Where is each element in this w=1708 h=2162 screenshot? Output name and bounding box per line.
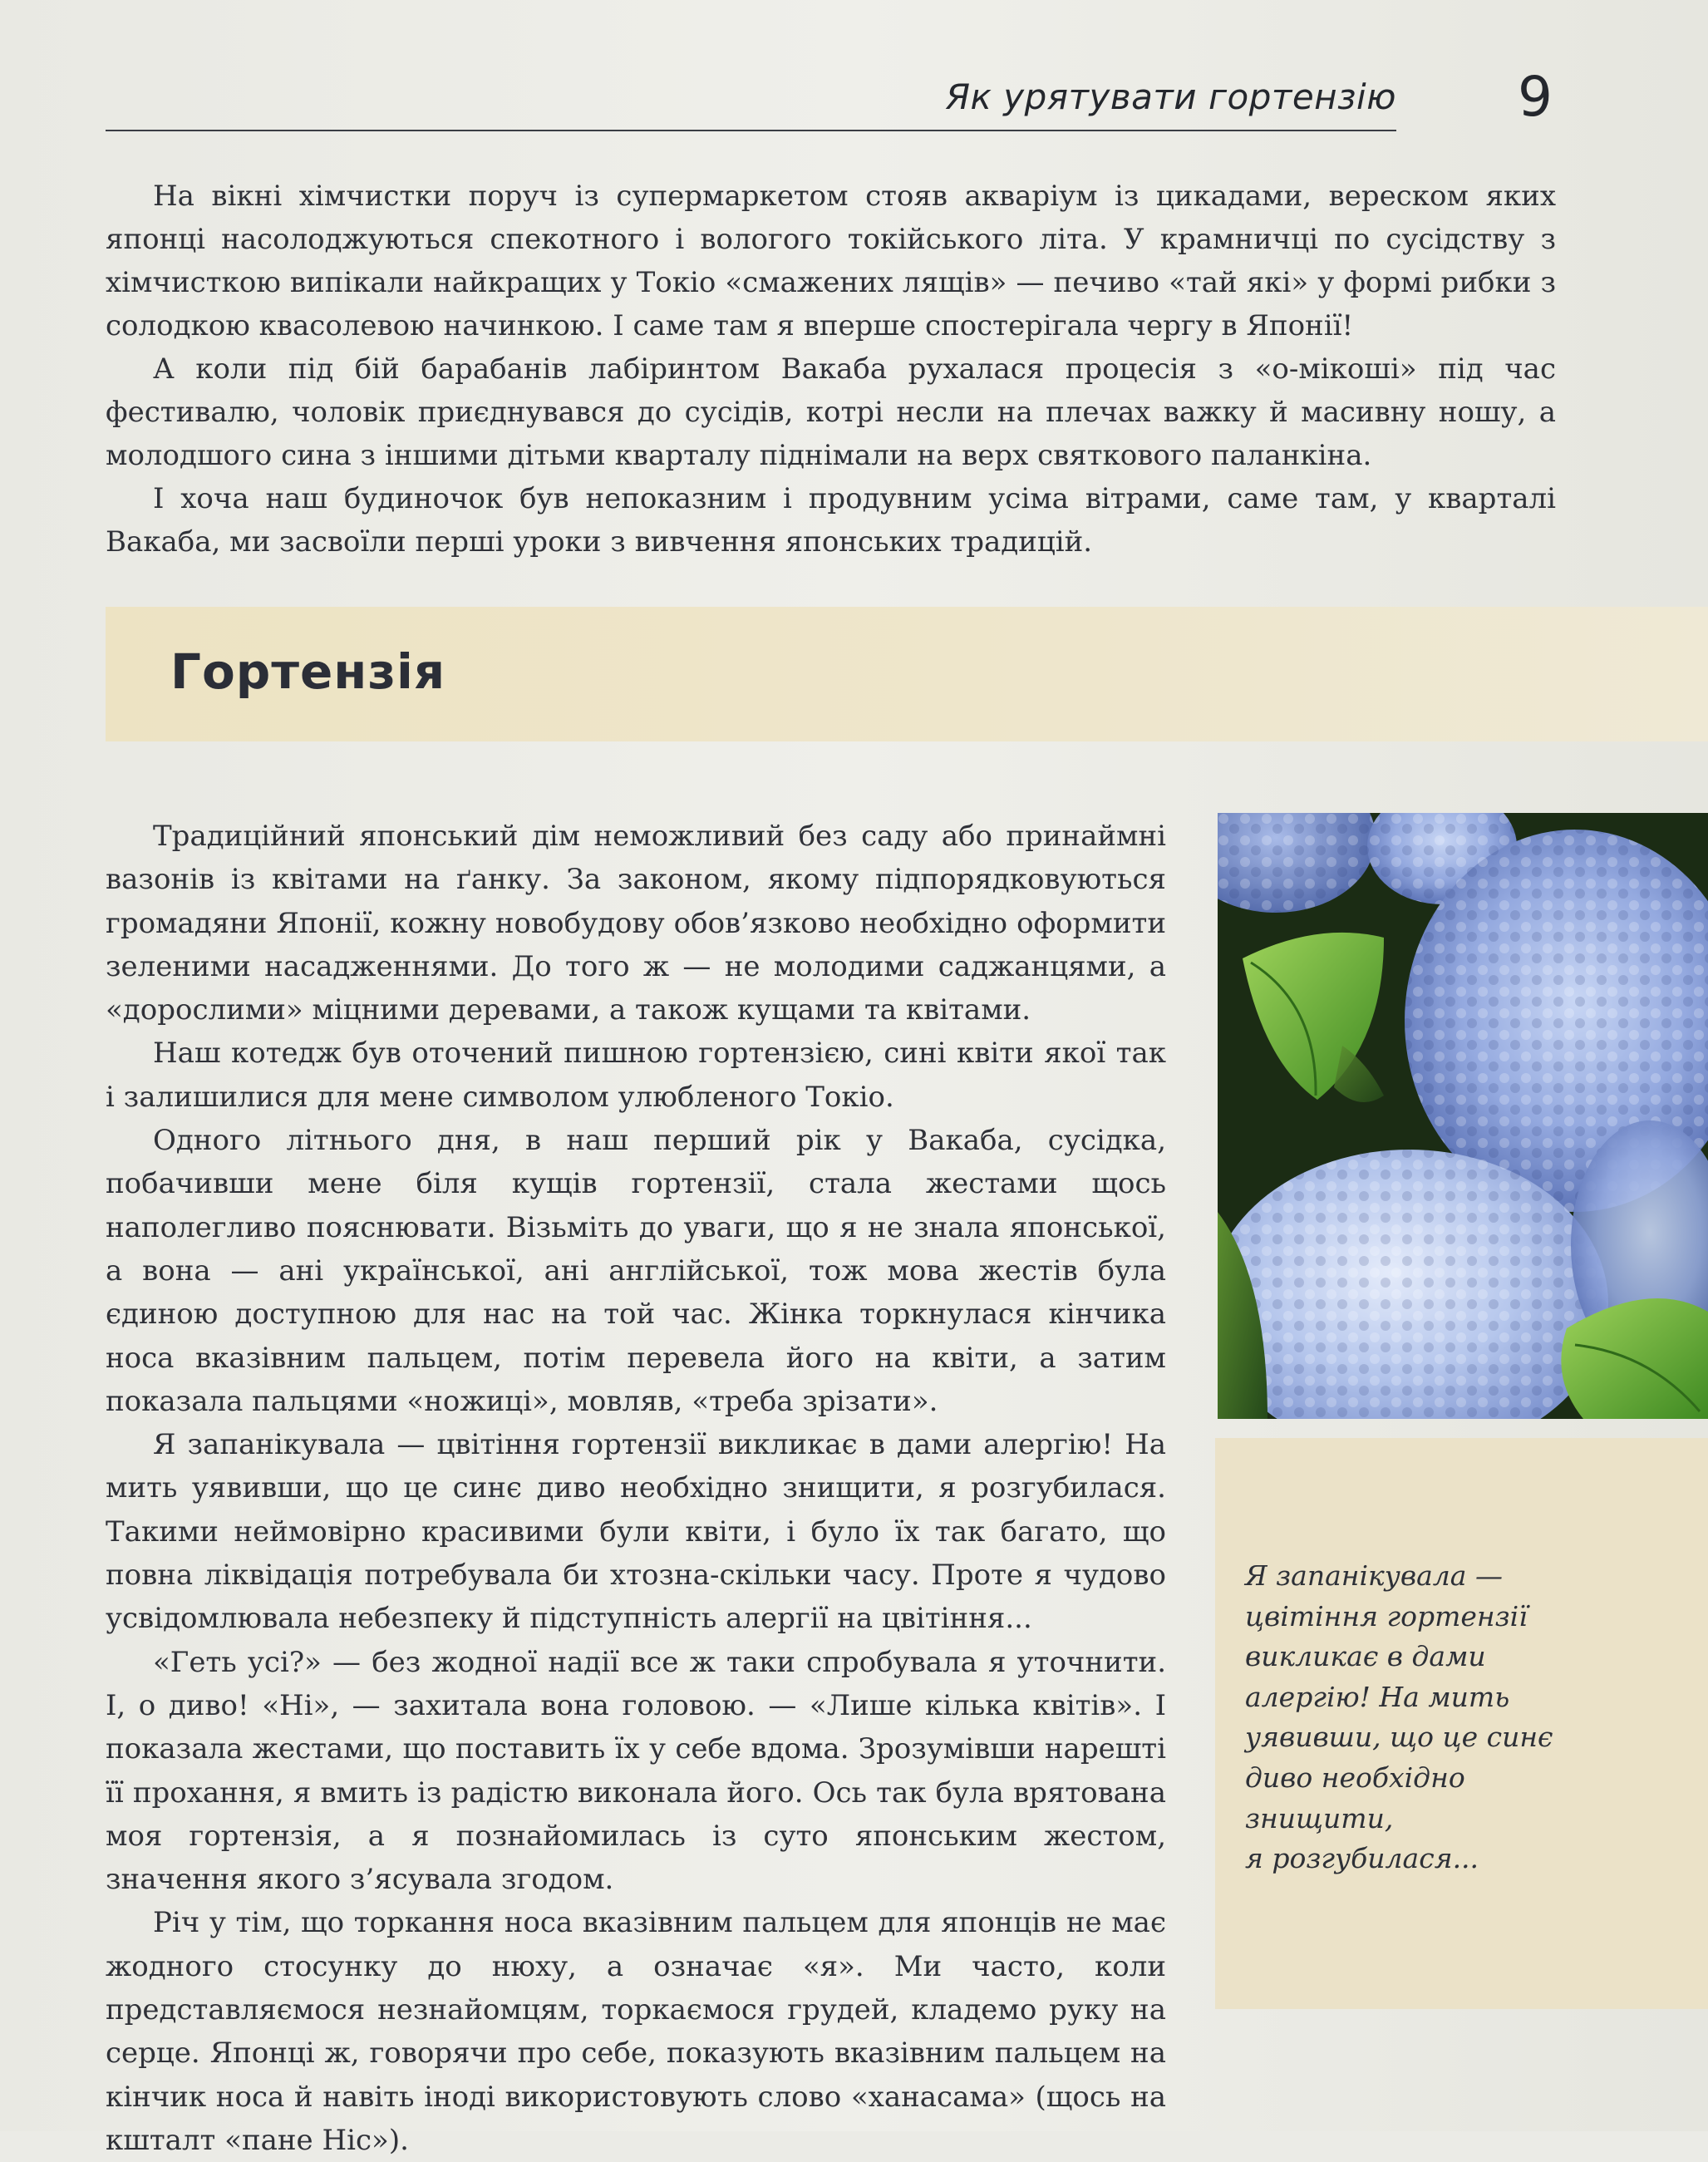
quote-line: уявивши, що це синє	[1245, 1721, 1553, 1754]
quote-line: диво необхідно	[1245, 1761, 1465, 1794]
running-title: Як урятувати гортензію	[945, 76, 1396, 117]
paragraph: І хоча наш будиночок був непоказним і продувним усіма вітрами, саме там, у кварталі Вакаба, ми засвоїли перші уроки з вивчення японських традицій.	[106, 482, 1556, 559]
quote-line: я розгубилася...	[1245, 1842, 1479, 1875]
quote-line: викликає в дами	[1245, 1640, 1486, 1673]
quote-line: Я запанікувала —	[1245, 1559, 1503, 1592]
paragraph: Я запанікувала — цвітіння гортензії викликає в дами алергію! На мить уявивши, що це синє диво необхідно знищити, я розгубилася. Такими неймовірно красивими були квіти, і було їх так багато, що повна ліквідація потребувала би хтозна-скільки часу. Проте я чудово усвідомлювала небезпеку й підступність алергії на цвітіння...	[106, 1428, 1166, 1636]
paragraph: Традиційний японський дім неможливий без саду або принаймні вазонів із квітами на ґанку. За законом, якому підпорядковуються громадяни Японії, кожну новобудову обов’язково необхідно оформити зеленими насадженнями. До того ж — не молодими саджанцями, а «дорослими» міцними деревами, а також кущами та квітами.	[106, 820, 1166, 1027]
hydrangea-photo	[1218, 813, 1708, 1419]
paragraph: Наш котедж був оточений пишною гортензією, сині квіти якої так і залишилися для мене символом улюбленого Токіо.	[106, 1037, 1166, 1114]
paragraph: На вікні хімчистки поруч із супермаркетом стояв акваріум із цикадами, вереском яких японці насолоджуються спекотного і вологого токійського літа. У крамничці по сусідству з хімчисткою випікали найкращих у Токіо «смажених лящів» — печиво «тай які» у формі рибки з солодкою квасолевою начинкою. І саме там я вперше спостерігала чергу в Японії!	[106, 180, 1556, 342]
page-number: 9	[1518, 65, 1553, 129]
paragraph: Річ у тім, що торкання носа вказівним пальцем для японців не має жодного стосунку до нюху, а означає «я». Ми часто, коли представляємося незнайомцям, торкаємося грудей, кладемо руку на серце. Японці ж, говорячи про себе, показують вказівним пальцем на кінчик носа й навіть іноді використовують слово «ханасама» (щось на кшталт «пане Ніс»).	[106, 1906, 1166, 2157]
paragraph: «Геть усі?» — без жодної надії все ж таки спробувала я уточнити. І, о диво! «Ні», — захитала вона головою. — «Лише кілька квітів». І показала жестами, що поставить їх у себе вдома. Зрозумівши нарешті її прохання, я вмить із радістю виконала його. Ось так була врятована моя гортензія, а я познайомилась із суто японським жестом, значення якого з’ясувала згодом.	[106, 1645, 1166, 1897]
quote-line: знищити,	[1245, 1801, 1394, 1834]
section-title: Гортензія	[170, 643, 446, 700]
pull-quote-box	[1215, 1438, 1708, 2009]
paragraph: Одного літнього дня, в наш перший рік у Вакаба, сусідка, побачивши мене біля кущів гортензії, стала жестами щось наполегливо пояснювати. Візьміть до уваги, що я не знала японської, а вона — ані української, ані англійської, тож мова жестів була єдиною доступною для нас на той час. Жінка торкнулася кінчика носа вказівним пальцем, потім перевела його на квіти, а затим показала пальцями «ножиці», мовляв, «треба зрізати».	[106, 1124, 1166, 1418]
quote-line: цвітіння гортензії	[1245, 1599, 1528, 1633]
quote-line: алергію! На мить	[1245, 1680, 1510, 1713]
running-header	[106, 66, 1396, 131]
main-text	[106, 815, 1166, 2162]
pull-quote	[1245, 1556, 1677, 1879]
intro-text	[106, 175, 1556, 564]
section-heading-band	[106, 607, 1708, 741]
paragraph: А коли під бій барабанів лабіринтом Вакаба рухалася процесія з «о-мікоші» під час фестивалю, чоловік приєднувався до сусідів, котрі несли на плечах важку й масивну ношу, а молодшого сина з іншими дітьми кварталу піднімали на верх святкового паланкіна.	[106, 352, 1556, 472]
hydrangea-illustration	[1218, 813, 1708, 1419]
